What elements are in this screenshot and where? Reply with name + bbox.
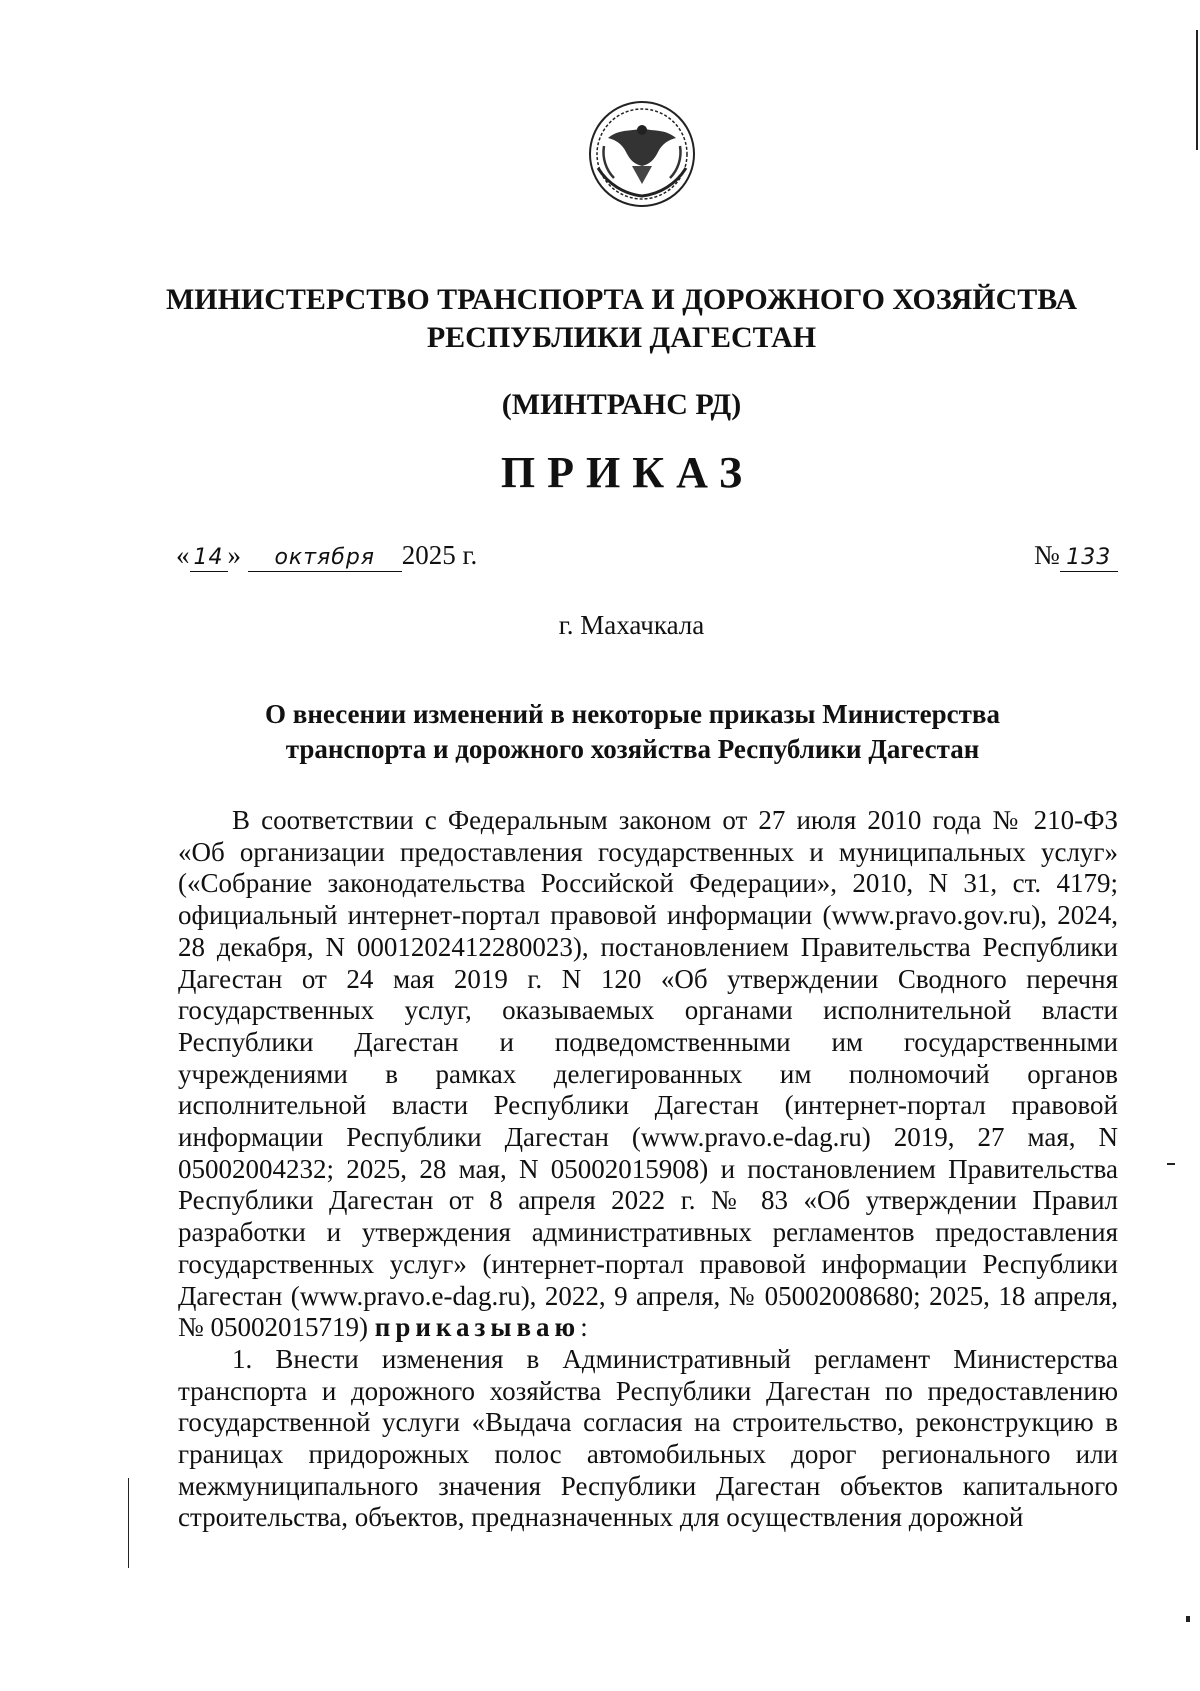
coat-of-arms-icon xyxy=(568,98,716,210)
ministry-name xyxy=(0,281,1200,357)
date-quote-open: « xyxy=(176,540,190,570)
number-prefix: № xyxy=(1034,540,1060,570)
ministry-short-name: (МИНТРАНС РД) xyxy=(501,388,742,421)
number-handwritten: 133 xyxy=(1060,545,1118,572)
date-year: 2025 г. xyxy=(401,540,478,570)
order-body xyxy=(178,805,1118,1534)
subject-line-1: О внесении изменений в некоторые приказы Министерства xyxy=(265,699,1000,729)
order-colon: : xyxy=(580,1312,588,1343)
order-number xyxy=(1034,538,1118,572)
document-type-title: ПРИКАЗ xyxy=(500,448,755,497)
order-word: приказываю xyxy=(374,1312,581,1343)
city: г. Махачкала xyxy=(558,610,705,640)
date-quote-close: » xyxy=(227,540,241,570)
subject-line-2: транспорта и дорожного хозяйства Республики Дагестан xyxy=(285,734,980,764)
ministry-line-2: РЕСПУБЛИКИ ДАГЕСТАН xyxy=(426,321,817,354)
ministry-line-1: МИНИСТЕРСТВО ТРАНСПОРТА И ДОРОЖНОГО ХОЗЯЙСТВА xyxy=(165,283,1078,316)
date-month-handwritten: октября xyxy=(248,545,402,572)
scan-artifact xyxy=(128,1478,129,1568)
order-subject xyxy=(0,697,1200,767)
scan-artifact xyxy=(1167,1163,1175,1165)
order-date xyxy=(176,538,477,572)
scan-artifact xyxy=(1196,30,1198,150)
item-1-paragraph: 1. Внести изменения в Административный регламент Министерства транспорта и дорожного хозяйства Республики Дагестан по предоставлению государственной услуги «Выдача согласия на строительство, реконструкцию в границах придорожных полос автомобильных дорог регионального или межмуниципального значения Республики Дагестан объектов капитального строительства, объектов, предназначенных для осуществления дорожной xyxy=(178,1343,1118,1533)
scan-artifact xyxy=(1186,1616,1190,1622)
date-day-handwritten: 14 xyxy=(190,545,228,572)
preamble-text: В соответствии с Федеральным законом от 27 июля 2010 года № 210-ФЗ «Об организации предоставления государственных и муниципальных услуг» («Собрание законодательства Российской Федерации», 2010, N 31, ст. 4179; официальный интернет-портал правовой информации (www.pravo.gov.ru), 2024, 28 декабря, N 0001202412280023), постановлением Правительства Республики Дагестан от 24 мая 2019 г. N 120 «Об утверждении Сводного перечня государственных услуг, оказываемых органами исполнительной власти Республики Дагестан и подведомственными им государственными учреждениями в рамках делегированных им полномочий органов исполнительной власти Республики Дагестан (интернет-портал правовой информации Республики Дагестан (www.pravo.e-dag.ru) 2019, 27 мая, N 05002004232; 2025, 28 мая, N 05002015908) и постановлением Правительства Республики Дагестан от 8 апреля 2022 г. № 83 «Об утверждении Правил разработки и утверждения административных регламентов предоставления государственных услуг» (интернет-портал правовой информации Республики Дагестан (www.pravo.e-dag.ru), 2022, 9 апреля, № 05002008680; 2025, 18 апреля, № 05002015719) xyxy=(178,805,1118,1343)
preamble-paragraph xyxy=(178,805,1118,1344)
